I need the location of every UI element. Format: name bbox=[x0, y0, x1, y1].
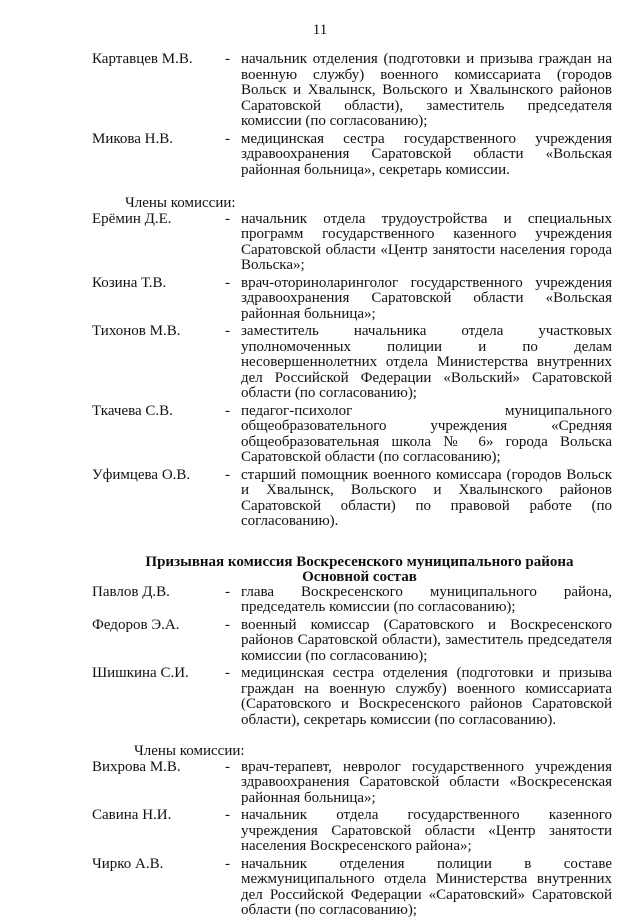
dash: - bbox=[225, 210, 230, 227]
member-name: Вихрова М.В. bbox=[92, 758, 181, 775]
commission-entry bbox=[92, 132, 612, 179]
section2-leadership bbox=[92, 585, 612, 729]
group1-leadership bbox=[92, 52, 612, 178]
commission-entry bbox=[92, 468, 612, 530]
member-position: педагог-психолог муниципального общеобразовательного учреждения «Средняя общеобразовательная школа № 6» города Вольска Саратовской области (по согласованию); bbox=[241, 402, 612, 465]
member-name: Картавцев М.В. bbox=[92, 51, 193, 67]
member-name: Шишкина С.И. bbox=[92, 665, 189, 681]
member-name: Микова Н.В. bbox=[92, 130, 174, 147]
member-name: Тихонов М.В. bbox=[92, 323, 181, 339]
commission-entry bbox=[92, 760, 612, 807]
commission-entry bbox=[92, 212, 612, 274]
member-name: Чирко А.В. bbox=[92, 855, 164, 872]
section2-members bbox=[92, 760, 612, 919]
section-subtitle: Основной состав bbox=[302, 568, 417, 585]
dash: - bbox=[225, 274, 230, 291]
member-name: Уфимцева О.В. bbox=[92, 466, 191, 483]
commission-entry bbox=[92, 666, 612, 728]
members-heading: Члены комиссии: bbox=[134, 743, 245, 759]
member-position: медицинская сестра государственного учреждения здравоохранения Саратовской области «Вольская районная больница», секретарь комиссии. bbox=[241, 130, 612, 178]
commission-entry bbox=[92, 52, 612, 130]
member-name: Савина Н.И. bbox=[92, 807, 172, 823]
group1-members bbox=[92, 212, 612, 530]
section-title bbox=[92, 555, 612, 585]
member-position: начальник отделения (подготовки и призыва граждан на военную службу) военного комиссариата (городов Вольск и Хвалынск, Вольского и Хвалынского районов Саратовской области), заместитель председателя комиссии (по согласованию); bbox=[241, 51, 612, 129]
dash: - bbox=[225, 616, 230, 633]
commission-entry bbox=[92, 276, 612, 323]
member-position: заместитель начальника отдела участковых уполномоченных полиции и по делам несовершеннолетних отдела Министерства внутренних дел Российской Федерации «Вольский» Саратовской области (по согласованию); bbox=[241, 323, 612, 401]
member-position: военный комиссар (Саратовского и Воскресенского районов Саратовской области), заместитель председателя комиссии (по согласованию); bbox=[241, 616, 612, 664]
member-name: Ерёмин Д.Е. bbox=[92, 210, 172, 227]
document-body bbox=[92, 52, 612, 921]
dash: - bbox=[225, 402, 230, 419]
dash: - bbox=[225, 758, 230, 775]
dash: - bbox=[225, 807, 230, 823]
dash: - bbox=[225, 323, 230, 339]
member-position: врач-терапевт, невролог государственного учреждения здравоохранения Саратовской области «Воскресенская районная больница»; bbox=[241, 758, 612, 806]
member-name: Козина Т.В. bbox=[92, 274, 167, 291]
member-position: начальник отделения полиции в составе межмуниципального отдела Министерства внутренних дел Российской Федерации «Саратовский» Саратовской области (по согласованию); bbox=[241, 855, 612, 918]
member-position: врач-оториноларинголог государственного учреждения здравоохранения Саратовской области «Вольская районная больница»; bbox=[241, 274, 612, 322]
member-position: глава Воскресенского муниципального района, председатель комиссии (по согласованию); bbox=[241, 583, 612, 615]
commission-entry bbox=[92, 808, 612, 855]
member-name: Павлов Д.В. bbox=[92, 583, 170, 600]
section-title-line: Призывная комиссия Воскресенского муниципального района bbox=[145, 553, 574, 570]
member-name: Ткачева С.В. bbox=[92, 402, 173, 419]
dash: - bbox=[225, 583, 230, 600]
dash: - bbox=[225, 855, 230, 872]
commission-entry bbox=[92, 585, 612, 616]
member-position: медицинская сестра отделения (подготовки и призыва граждан на военную службу) военного комиссариата (Саратовского и Воскресенского районов Саратовской области), секретарь комиссии (по согласованию). bbox=[241, 665, 612, 728]
dash: - bbox=[225, 51, 230, 67]
dash: - bbox=[225, 665, 230, 681]
member-position: старший помощник военного комиссара (городов Вольск и Хвалынск, Вольского и Хвалынского районов Саратовской области) по правовой работе (по согласованию). bbox=[241, 466, 612, 529]
member-position: начальник отдела трудоустройства и специальных программ государственного казенного учреждения Саратовской области «Центр занятости населения города Вольска»; bbox=[241, 210, 612, 273]
commission-entry bbox=[92, 857, 612, 919]
dash: - bbox=[225, 466, 230, 483]
member-name: Федоров Э.А. bbox=[92, 616, 180, 633]
dash: - bbox=[225, 130, 230, 147]
members-heading: Члены комиссии: bbox=[125, 195, 236, 211]
page-number: 11 bbox=[312, 22, 328, 38]
commission-entry bbox=[92, 404, 612, 466]
commission-entry bbox=[92, 618, 612, 665]
commission-entry bbox=[92, 324, 612, 402]
member-position: начальник отдела государственного казенного учреждения Саратовской области «Центр занятости населения Воскресенского района»; bbox=[241, 807, 612, 854]
